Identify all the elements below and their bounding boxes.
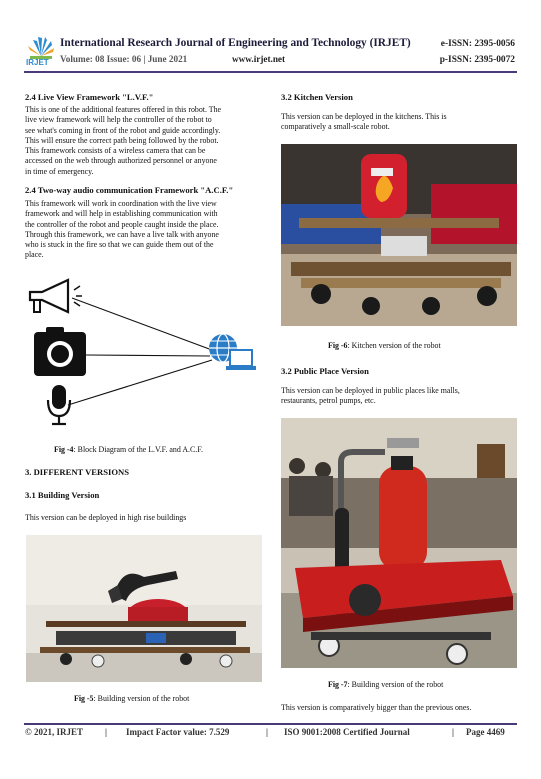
footer-iso: ISO 9001:2008 Certified Journal — [284, 727, 410, 737]
figure-4-label: Fig -4 — [54, 445, 74, 454]
text-line: live view framework will help the controller of the robot to — [25, 115, 212, 125]
paragraph-closing: This version is comparatively bigger than the previous ones. — [281, 703, 472, 712]
paragraph-audio-framework — [25, 199, 262, 261]
text-line: see what's coming in front of the robot and guide accordingly. — [25, 125, 221, 135]
footer-rule — [24, 723, 517, 725]
heading-audio-framework: 2.4 Two-way audio communication Framework "A.C.F." — [25, 185, 234, 195]
figure-6-caption — [328, 341, 441, 350]
text-line: This framework will work in coordination with the live view — [25, 199, 217, 208]
text-line: who is stuck in the fire so that we can guide them out of the — [25, 240, 214, 250]
heading-building-version: 3.1 Building Version — [25, 490, 100, 500]
text-line: place. — [25, 250, 44, 260]
figure-5-caption — [74, 694, 189, 703]
building-version-photo — [26, 535, 262, 682]
header-rule — [24, 71, 517, 73]
e-issn: e-ISSN: 2395-0056 — [440, 39, 515, 49]
text-line: This is one of the additional features offered in this robot. The — [25, 105, 222, 114]
logo-text: IRJET — [26, 58, 49, 67]
figure-5-text: : Building version of the robot — [93, 694, 190, 703]
footer-separator: | — [105, 727, 107, 737]
paragraph-building-version: This version can be deployed in high rise buildings — [25, 513, 187, 522]
heading-live-view: 2.4 Live View Framework "L.V.F." — [25, 92, 154, 102]
heading-kitchen-version: 3.2 Kitchen Version — [281, 92, 353, 102]
public-place-version-photo — [281, 418, 517, 668]
text-line: This version can be deployed in the kitchens. This is — [281, 112, 447, 121]
journal-website[interactable]: www.irjet.net — [232, 54, 286, 64]
text-line: This framework consists of a wireless camera that can be — [25, 146, 206, 156]
p-issn: p-ISSN: 2395-0072 — [439, 55, 515, 65]
irjet-logo — [24, 34, 58, 68]
text-line: framework and will help in establishing communication with — [25, 209, 218, 219]
footer-separator: | — [452, 727, 454, 737]
paragraph-live-view — [25, 105, 262, 177]
camera-icon — [34, 327, 86, 376]
text-line: This will ensure the correct path being followed by the robot. — [25, 135, 219, 145]
paragraph-public-place-version — [281, 386, 517, 407]
journal-title: International Research Journal of Engineering and Technology (IRJET) — [60, 37, 411, 49]
figure-4-caption — [54, 445, 203, 454]
footer-copyright: © 2021, IRJET — [25, 727, 83, 737]
text-line: accessed on the web through authorized personnel or anyone — [25, 156, 217, 166]
text-line: in time of emergency. — [25, 166, 94, 176]
figure-7-caption — [328, 680, 443, 689]
figure-7-text: : Building version of the robot — [347, 680, 444, 689]
web-laptop-icon — [209, 334, 256, 370]
footer-impact-factor: Impact Factor value: 7.529 — [126, 727, 230, 737]
figure-4-text: : Block Diagram of the L.V.F. and A.C.F. — [73, 445, 203, 454]
figure-6-label: Fig -6 — [328, 341, 348, 350]
block-diagram — [24, 272, 264, 432]
heading-public-place-version: 3.2 Public Place Version — [281, 366, 369, 376]
heading-different-versions: 3. DIFFERENT VERSIONS — [25, 467, 130, 477]
figure-7-label: Fig -7 — [328, 680, 348, 689]
text-line: This version can be deployed in public places like malls, — [281, 386, 460, 395]
kitchen-version-photo — [281, 144, 517, 326]
volume-issue: Volume: 08 Issue: 06 | June 2021 — [60, 54, 188, 64]
text-line: restaurants, petrol pumps, etc. — [281, 396, 376, 406]
text-line: comparatively a small-scale robot. — [281, 122, 390, 132]
connection-lines — [68, 298, 212, 405]
microphone-icon — [48, 385, 70, 424]
figure-5-label: Fig -5 — [74, 694, 94, 703]
text-line: Through this framework, we can have a live talk with anyone — [25, 229, 219, 239]
text-line: the controller of the robot and people caught inside the place. — [25, 219, 219, 229]
megaphone-icon — [30, 280, 82, 312]
footer-page-number: Page 4469 — [466, 727, 505, 737]
footer-separator: | — [266, 727, 268, 737]
figure-6-text: : Kitchen version of the robot — [347, 341, 441, 350]
paragraph-kitchen-version — [281, 112, 517, 133]
